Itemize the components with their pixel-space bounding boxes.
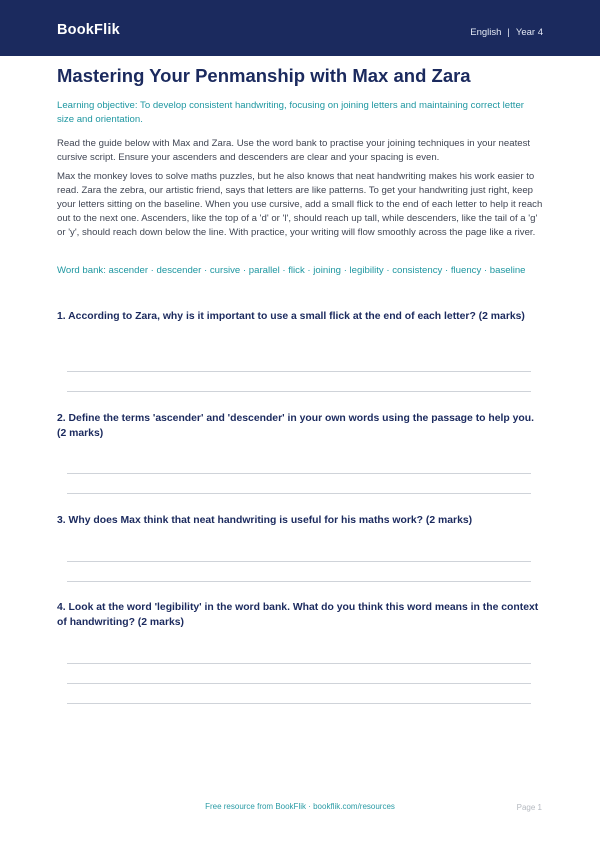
subject-label: English: [470, 27, 502, 38]
footer-resource-link[interactable]: Free resource from BookFlik · bookflik.com/resources: [205, 802, 395, 811]
question-2: 2. Define the terms 'ascender' and 'descender' in your own words using the passage to help you. (2 marks): [57, 413, 534, 439]
answer-line[interactable]: [67, 391, 531, 392]
answer-line[interactable]: [67, 663, 531, 664]
year-label: Year 4: [515, 27, 543, 38]
meta-separator: |: [507, 27, 510, 38]
reading-passage: Max the monkey loves to solve maths puzzles, but he also knows that neat handwriting makes his work easier to read. Zara the zebra, our artistic friend, says that letters are like patterns. To get your handwriting just right, keep your letters sitting on the baseline. When you use cursive, add a small flick to the end of each letter to help it reach out to the next one. Ascenders, like the top of a 'd' or 'l', should reach up tall, while descenders, like the tail of a 'g' or 'y', should reach down below the line. With practice, your writing will flow smoothly across the page like a river.: [57, 171, 543, 238]
question-4: 4. Look at the word 'legibility' in the word bank. What do you think this word means in the context of handwriting? (2 marks): [57, 602, 539, 628]
page-title: Mastering Your Penmanship with Max and Zara: [57, 65, 471, 86]
word-bank: Word bank: ascender · descender · cursive · parallel · flick · joining · legibility · consistency · fluency · baseline: [57, 265, 526, 276]
brand-logo[interactable]: BookFlik: [57, 22, 120, 38]
answer-line[interactable]: [67, 493, 531, 494]
learning-objective: Learning objective: To develop consistent handwriting, focusing on joining letters and maintaining correct letter size and orientation.: [57, 100, 524, 125]
answer-line[interactable]: [67, 581, 531, 582]
subject-year-meta: [470, 27, 543, 38]
question-3: 3. Why does Max think that neat handwriting is useful for his maths work? (2 marks): [57, 515, 473, 526]
question-1: 1. According to Zara, why is it important to use a small flick at the end of each letter? (2 marks): [57, 311, 525, 322]
page-number: Page 1: [516, 803, 542, 812]
answer-line[interactable]: [67, 683, 531, 684]
answer-line[interactable]: [67, 561, 531, 562]
instructions-paragraph: Read the guide below with Max and Zara. Use the word bank to practise your joining techniques in your neatest cursive script. Ensure your ascenders and descenders are clear and your spacing is even.: [57, 138, 531, 163]
answer-line[interactable]: [67, 703, 531, 704]
header-bar: [0, 0, 600, 56]
answer-line[interactable]: [67, 473, 531, 474]
answer-line[interactable]: [67, 371, 531, 372]
